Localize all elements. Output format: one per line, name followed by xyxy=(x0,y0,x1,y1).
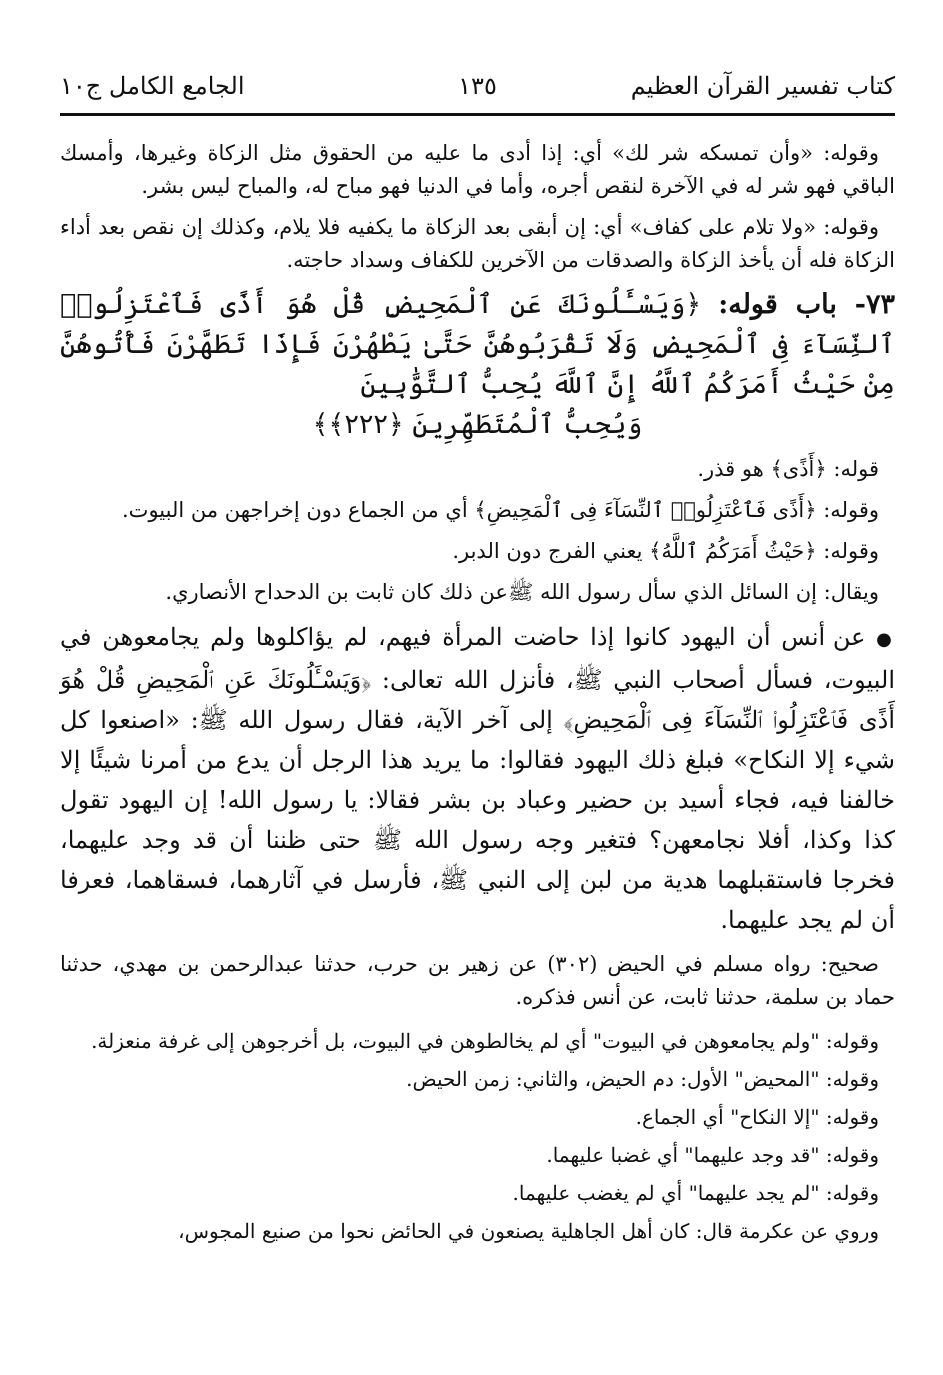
page-header xyxy=(60,70,895,114)
hadith-source: صحيح: رواه مسلم في الحيض (٣٠٢) عن زهير بن حرب، حدثنا عبدالرحمن بن مهدي، حدثنا حماد بن سلمة، حدثنا ثابت، عن أنس فذكره. xyxy=(60,952,895,1009)
header-rule xyxy=(60,113,895,116)
page-body xyxy=(60,137,895,1250)
series-title: الجامع الكامل ج١٠ xyxy=(60,72,245,100)
chapter-verse: ﴿وَيَسْـَٔلُونَكَ عَنِ ٱلْمَحِيضِ قُلْ هُوَ أَذًى فَٱعْتَزِلُوا۟ ٱلنِّسَآءَ فِى ٱلْمَحِيضِ وَلَا تَقْرَبُوهُنَّ حَتَّىٰ يَطْهُرْنَ فَإِذَا تَطَهَّرْنَ فَأْتُوهُنَّ مِنْ حَيْثُ أَمَرَكُمُ ٱللَّهُ إِنَّ ٱللَّهَ يُحِبُّ ٱلتَّوَّٰبِينَ xyxy=(60,289,895,400)
note-1: قوله: ﴿أَذًى﴾ هو قذر. xyxy=(697,457,879,481)
paragraph-explanation-1: وقوله: «وأن تمسكه شر لك» أي: إذا أدى ما عليه من الحقوق مثل الزكاة وغيرها، وأمسك الباقي فهو شر له في الآخرة لنقص أجره، وأما في الدنيا فهو مباح له، والمباح ليس بشر. xyxy=(60,141,895,198)
hadith-body: عن أنس أن اليهود كانوا إذا حاضت المرأة فيهم، لم يؤاكلوها ولم يجامعوهن في البيوت، فسأل أصحاب النبي ﷺ، فأنزل الله تعالى: ﴿وَيَسْـَٔلُونَكَ عَنِ ٱلْمَحِيضِ قُلْ هُوَ أَذًى فَٱعْتَزِلُوا۟ ٱلنِّسَآءَ فِى ٱلْمَحِيضِ﴾ إلى آخر الآية، فقال رسول الله ﷺ: «اصنعوا كل شيء إلا النكاح» فبلغ ذلك اليهود فقالوا: ما يريد هذا الرجل أن يدع من أمرنا شيئًا إلا خالفنا فيه، فجاء أسيد بن حضير وعباد بن بشر فقالا: يا رسول الله! إن اليهود تقول كذا وكذا، أفلا نجامعهن؟ فتغير وجه رسول الله ﷺ حتى ظننا أن قد وجد عليهما، فخرجا فاستقبلهما هدية من لبن إلى النبي ﷺ، فأرسل في آثارهما، فسقاهما، فعرفا أن لم يجد عليهما. xyxy=(60,623,895,934)
explanation-4: وقوله: "قد وجد عليهما" أي غضبا عليهما. xyxy=(546,1143,879,1167)
note-4: ويقال: إن السائل الذي سأل رسول الله ﷺعن ذلك كان ثابت بن الدحداح الأنصاري. xyxy=(165,580,879,604)
explanation-6: وروي عن عكرمة قال: كان أهل الجاهلية يصنعون في الحائض نحوا من صنيع المجوس، xyxy=(178,1219,879,1243)
book-title: كتاب تفسير القرآن العظيم xyxy=(630,72,895,100)
chapter-title: ٧٣- باب قوله: xyxy=(718,289,895,320)
chapter-verse-end: وَيُحِبُّ ٱلْمُتَطَهِّرِينَ ﴿٢٢٢﴾﴾ xyxy=(312,409,643,440)
paragraph-explanation-2: وقوله: «ولا تلام على كفاف» أي: إن أبقى بعد الزكاة ما يكفيه فلا يلام، وكذلك إن نقص بعد أداء الزكاة فله أن يأخذ الزكاة والصدقات من الآخرين للكفاف وسداد حاجته. xyxy=(60,215,895,272)
chapter-heading xyxy=(60,285,895,445)
hadith-text xyxy=(60,617,895,940)
explanation-2: وقوله: "المحيض" الأول: دم الحيض، والثاني: زمن الحيض. xyxy=(406,1067,879,1091)
note-2: وقوله: ﴿أَذًى فَٱعْتَزِلُوا۟ ٱلنِّسَآءَ فِى ٱلْمَحِيضِ﴾ أي من الجماع دون إخراجهن من البيوت. xyxy=(122,498,879,522)
bullet-icon: ● xyxy=(876,629,895,650)
document-page xyxy=(60,0,895,1375)
explanation-1: وقوله: "ولم يجامعوهن في البيوت" أي لم يخالطوهن في البيوت، بل أخرجوهن إلى غرفة منعزلة. xyxy=(91,1029,879,1053)
page-number: ١٣٥ xyxy=(458,72,497,100)
explanation-5: وقوله: "لم يجد عليهما" أي لم يغضب عليهما. xyxy=(512,1181,879,1205)
note-3: وقوله: ﴿حَيْثُ أَمَرَكُمُ ٱللَّهُ﴾ يعني الفرج دون الدبر. xyxy=(452,539,879,563)
explanation-3: وقوله: "إلا النكاح" أي الجماع. xyxy=(635,1105,879,1129)
